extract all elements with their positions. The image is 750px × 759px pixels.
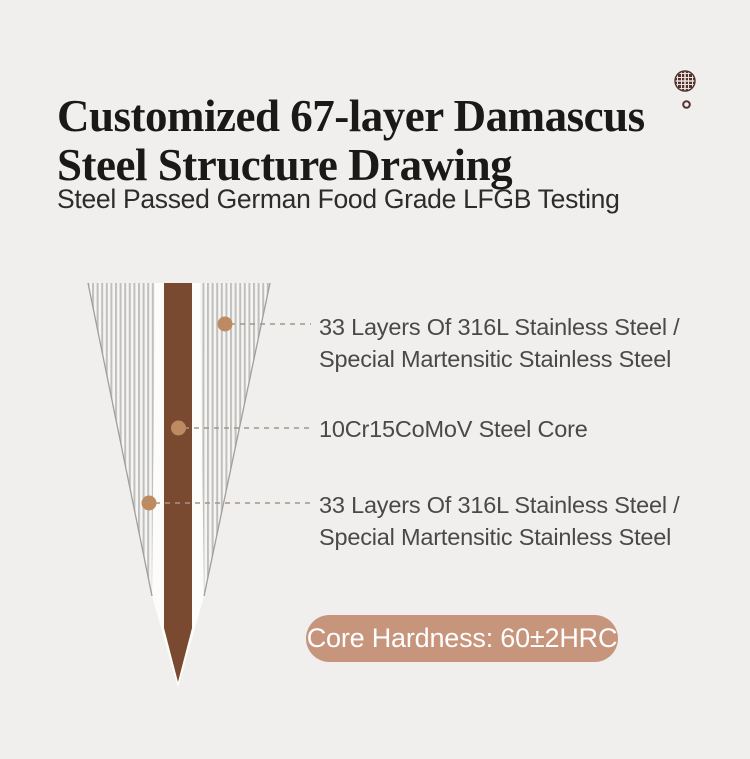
callout-left-layers-line2: Special Martensitic Stainless Steel (319, 524, 672, 550)
callout-core (319, 413, 588, 445)
core-hardness-badge-label: Core Hardness: 60±2HRC (306, 623, 618, 653)
page-title-line1: Customized 67-layer Damascus (57, 91, 645, 142)
callout-dot-1 (218, 317, 233, 332)
callout-right-layers (319, 311, 680, 375)
callout-core-line1: 10Cr15CoMoV Steel Core (319, 416, 588, 442)
steel-core (164, 283, 192, 682)
core-hardness-badge (306, 615, 618, 662)
callout-dot-3 (142, 496, 157, 511)
page-subtitle: Steel Passed German Food Grade LFGB Testing (57, 184, 620, 214)
callout-left-layers-line1: 33 Layers Of 316L Stainless Steel / (319, 492, 680, 518)
callout-right-layers-line1: 33 Layers Of 316L Stainless Steel / (319, 314, 680, 340)
page-title-line2: Steel Structure Drawing (57, 140, 513, 191)
callout-left-layers (319, 489, 680, 553)
callout-right-layers-line2: Special Martensitic Stainless Steel (319, 346, 672, 372)
callout-dot-2 (171, 421, 186, 436)
